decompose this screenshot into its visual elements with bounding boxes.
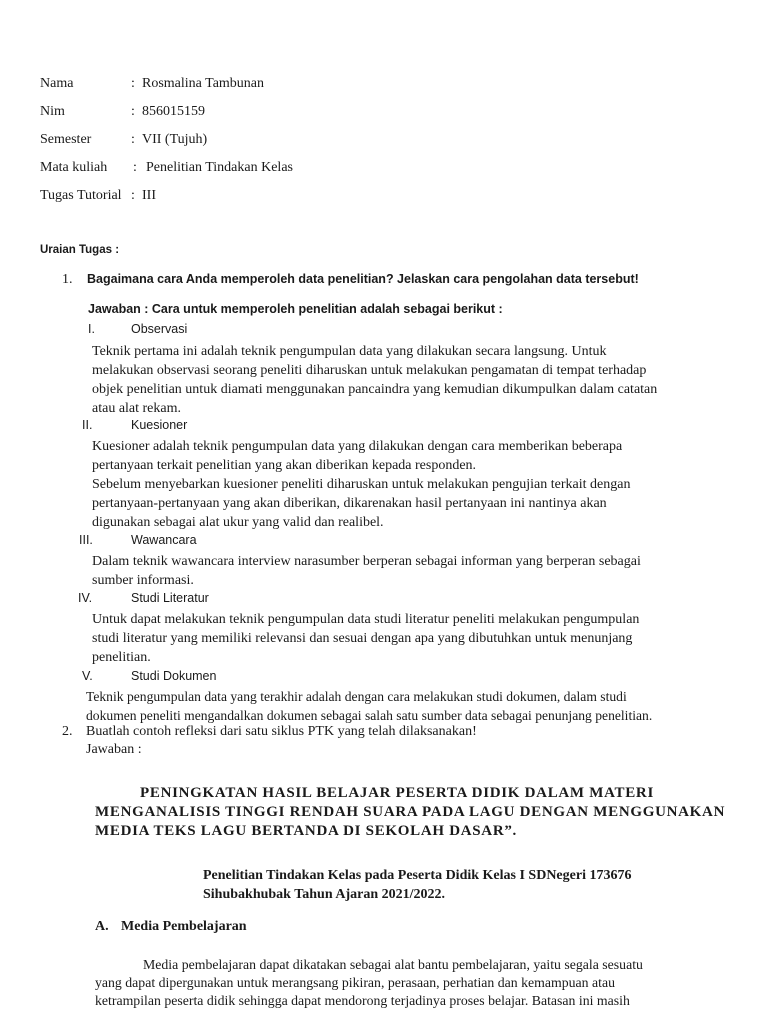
section-a-letter: A. <box>95 919 109 934</box>
section-a-body <box>95 956 643 1010</box>
item-2-line: Kuesioner adalah teknik pengumpulan data yang dilakukan dengan cara memberikan beberapa <box>92 439 623 454</box>
item-4-title: Studi Literatur <box>131 591 209 605</box>
item-5-line: dokumen peneliti mengandalkan dokumen sebagai salah satu sumber data sebagai penunjang penelitian. <box>86 708 653 723</box>
q2-question: Buatlah contoh refleksi dari satu siklus PTK yang telah dilaksanakan! <box>86 724 477 739</box>
section-a-line: ketrampilan peserta didik sehingga dapat mendorong terjadinya proses belajar. Batasan ini masih <box>95 993 630 1008</box>
semester-value: VII (Tujuh) <box>142 132 208 147</box>
report-subtitle-line: Penelitian Tindakan Kelas pada Peserta Didik Kelas I SDNegeri 173676 <box>203 868 632 883</box>
course-separator: : <box>133 160 137 175</box>
nim-separator: : <box>131 104 135 119</box>
item-1-body <box>92 342 657 418</box>
course-value: Penelitian Tindakan Kelas <box>146 160 293 175</box>
course-label: Mata kuliah <box>40 160 108 175</box>
item-2-body <box>92 437 630 532</box>
item-1-line: Teknik pertama ini adalah teknik pengumpulan data yang dilakukan secara langsung. Untuk <box>92 344 607 359</box>
item-3-line: sumber informasi. <box>92 573 194 588</box>
nim-value: 856015159 <box>142 104 205 119</box>
item-3-title: Wawancara <box>131 533 197 547</box>
item-2-line: pertanyaan-pertanyaan yang akan diberikan, dikarenakan hasil pertanyaan ini nantinya akan <box>92 496 607 511</box>
item-1-line: objek penelitian untuk diamati menggunakan pancaindra yang kemudian dikumpulkan dalam catatan <box>92 382 658 397</box>
section-a-line: Media pembelajaran dapat dikatakan sebagai alat bantu pembelajaran, yaitu segala sesuatu <box>143 957 643 972</box>
item-1-line: atau alat rekam. <box>92 401 182 416</box>
uraian-label: Uraian Tugas : <box>40 244 120 256</box>
report-title <box>95 784 725 841</box>
item-3-body <box>92 552 641 590</box>
item-5-numeral: V. <box>82 669 93 683</box>
item-2-title: Kuesioner <box>131 418 188 432</box>
name-value: Rosmalina Tambunan <box>142 76 265 91</box>
tutorial-separator: : <box>131 188 135 203</box>
item-5-line: Teknik pengumpulan data yang terakhir adalah dengan cara melakukan studi dokumen, dalam studi <box>86 689 627 704</box>
nim-label: Nim <box>40 104 65 119</box>
tutorial-value: III <box>142 188 156 203</box>
q2-number: 2. <box>62 724 73 739</box>
item-4-body <box>92 610 639 667</box>
tutorial-label: Tugas Tutorial <box>40 188 122 203</box>
q1-answer-intro: Jawaban : Cara untuk memperoleh penelitian adalah sebagai berikut : <box>88 302 503 316</box>
item-2-numeral: II. <box>82 418 93 432</box>
semester-label: Semester <box>40 132 92 147</box>
item-4-line: Untuk dapat melakukan teknik pengumpulan data studi literatur peneliti melakukan pengumpulan <box>92 612 640 627</box>
item-2-line: Sebelum menyebarkan kuesioner peneliti diharuskan untuk melakukan pengujian terkait dengan <box>92 477 631 492</box>
name-label: Nama <box>40 76 74 91</box>
q2-answer-label: Jawaban : <box>86 742 142 757</box>
semester-separator: : <box>131 132 135 147</box>
q1-number: 1. <box>62 272 73 287</box>
item-1-numeral: I. <box>88 322 95 336</box>
item-5-title: Studi Dokumen <box>131 669 217 683</box>
report-title-line: MEDIA TEKS LAGU BERTANDA DI SEKOLAH DASAR”. <box>95 823 518 839</box>
q1-question: Bagaimana cara Anda memperoleh data penelitian? Jelaskan cara pengolahan data tersebut! <box>87 272 639 286</box>
section-a-line: yang dapat dipergunakan untuk merangsang pikiran, perasaan, perhatian dan kemampuan atau <box>95 975 616 990</box>
item-2-line: pertanyaan terkait penelitian yang akan diberikan kepada responden. <box>92 458 477 473</box>
item-3-numeral: III. <box>79 533 93 547</box>
item-4-line: studi literatur yang memiliki relevansi dan sesuai dengan apa yang dibutuhkan untuk menunjang <box>92 631 633 646</box>
report-title-line: MENGANALISIS TINGGI RENDAH SUARA PADA LAGU DENGAN MENGGUNAKAN <box>95 804 726 820</box>
item-4-line: penelitian. <box>92 650 151 665</box>
item-1-line: melakukan observasi seorang peneliti diharuskan untuk melakukan pengamatan di tempat terhadap <box>92 363 647 378</box>
report-subtitle <box>203 866 631 904</box>
report-title-line: PENINGKATAN HASIL BELAJAR PESERTA DIDIK DALAM MATERI <box>140 785 654 801</box>
item-4-numeral: IV. <box>78 591 93 605</box>
name-separator: : <box>131 76 135 91</box>
item-1-title: Observasi <box>131 322 188 336</box>
item-5-body <box>86 687 652 725</box>
item-2-line: digunakan sebagai alat ukur yang valid dan realibel. <box>92 515 384 530</box>
report-subtitle-line: Sihubakhubak Tahun Ajaran 2021/2022. <box>203 887 446 902</box>
item-3-line: Dalam teknik wawancara interview narasumber berperan sebagai informan yang berperan sebagai <box>92 554 641 569</box>
section-a-title: Media Pembelajaran <box>121 919 247 934</box>
